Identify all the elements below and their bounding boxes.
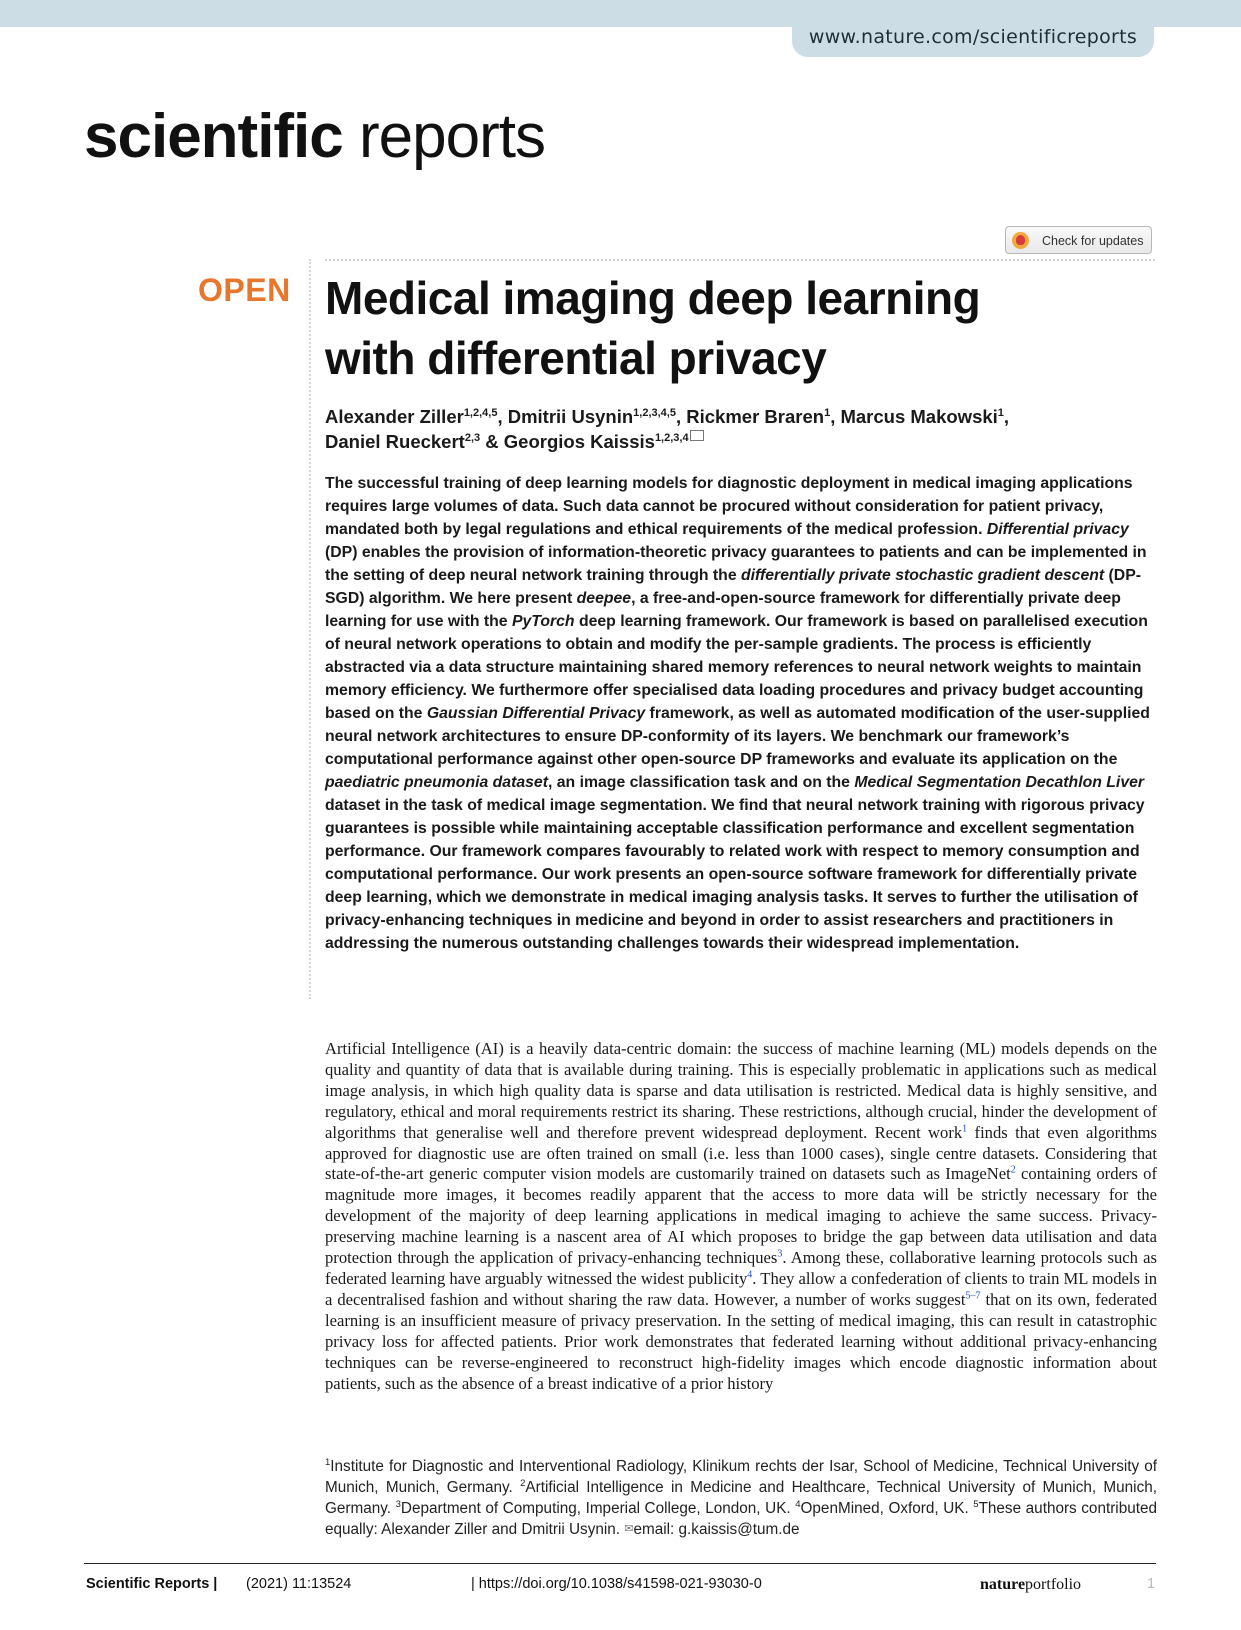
author-affiliation: 1 — [824, 406, 831, 419]
abstract-emphasis: Medical Segmentation Decathlon Liver — [854, 774, 1145, 791]
affiliation-text: These authors contributed equally: Alexander Ziller and Dmitrii Usynin. — [325, 1500, 1157, 1538]
body-ref[interactable]: 1 — [962, 1123, 968, 1135]
body-text: . They allow a confederation of clients to train ML models in a decentralised fashion and without sharing the raw data. However, a number of works suggest — [325, 1268, 1157, 1309]
abstract-text: (DP) enables the provision of information-theoretic privacy guarantees to patients and can be implemented in the setting of deep neural network training through the — [325, 544, 1147, 584]
abstract-text: (DP-SGD) algorithm. We here present — [325, 567, 1142, 607]
nature-portfolio-logo — [980, 1576, 1081, 1594]
affiliation-text: Institute for Diagnostic and Interventional Radiology, Klinikum rechts der Isar, School of Medicine, Technical University of Munich, Munich, Germany. — [325, 1458, 1157, 1496]
publisher-bold: nature — [980, 1576, 1026, 1593]
affiliations — [325, 1456, 1157, 1540]
body-ref[interactable]: 4 — [747, 1269, 753, 1281]
body-text: that on its own, federated learning is an insufficient measure of privacy preservation. In the setting of medical imaging, this can result in catastrophic privacy loss for affected patients. Prior work demonstrates that federated learning without additional privacy-enhancing techniques can be reverse-engineered to reconstruct high-fidelity images which encode diagnostic information about patients, such as the absence of a breast indicative of a prior history — [325, 1289, 1157, 1393]
affiliation-ref[interactable]: 5 — [973, 1498, 979, 1510]
abstract-emphasis: PyTorch — [511, 613, 575, 630]
author-affiliation: 1,2,4,5 — [463, 406, 498, 419]
abstract-text: deep learning framework. Our framework is based on parallelised execution of neural network operations to obtain and modify the per-sample gradients. The process is efficiently abstracted via a data structure maintaining shared memory references to neural network weights to maintain memory efficiency. We furthermore offer specialised data loading procedures and privacy budget accounting based on the — [325, 613, 1148, 722]
masthead-bold: scientific — [84, 102, 343, 171]
affiliation-ref[interactable]: 2 — [520, 1477, 526, 1489]
footer-divider — [84, 1563, 1156, 1564]
footer-journal: Scientific Reports | — [86, 1576, 218, 1592]
author-name[interactable]: Alexander Ziller — [325, 406, 464, 427]
author-affiliation: 1,2,3,4 — [654, 431, 689, 444]
author-list: Alexander Ziller$^{1,2,4,5}$, Dmitrii Usynin$^{1,2,3,4,5}$, Rickmer Braren$^1$, Marcus Makowski$^1$, Daniel Rueckert$^{2,3}$ & Georgios Kaissis$^{1,2,3,4}$ — [325, 406, 1010, 452]
masthead-regular: reports — [359, 102, 545, 171]
footer-citation: (2021) 11:13524 — [246, 1576, 352, 1592]
abstract-text: , a free-and-open-source framework for differentially private deep learning for use with the — [325, 590, 1121, 630]
abstract-emphasis: Differential privacy — [986, 521, 1129, 538]
header-divider — [325, 259, 1155, 261]
body-text: containing orders of magnitude more images, it becomes readily apparent that the access to more data will be strictly necessary for the development of the majority of deep learning applications in medical imaging to achieve the same success. Privacy-preserving machine learning is a nascent area of AI which proposes to bridge the gap between data utilisation and data protection through the application of privacy-enhancing techniques — [325, 1164, 1157, 1268]
page-number: 1 — [1147, 1576, 1156, 1592]
side-divider — [309, 259, 311, 999]
author-name[interactable]: Rickmer Braren — [686, 406, 825, 427]
abstract-emphasis: paediatric pneumonia dataset — [325, 774, 548, 791]
body-ref[interactable]: 2 — [1010, 1164, 1016, 1176]
journal-masthead[interactable] — [84, 100, 545, 174]
abstract-text: The successful training of deep learning models for diagnostic deployment in medical imaging applications requires large volumes of data. Such data cannot be procured without consideration for patient privacy, mandated both by legal regulations and ethical requirements of the medical profession. — [325, 475, 1133, 538]
author-name[interactable]: Georgios Kaissis — [503, 431, 655, 452]
affiliation-ref[interactable]: 4 — [795, 1498, 801, 1510]
publisher-regular: portfolio — [1025, 1576, 1082, 1593]
affiliation-ref[interactable]: 3 — [395, 1498, 401, 1510]
affiliation-text: OpenMined, Oxford, UK. — [800, 1500, 974, 1517]
abstract-text: dataset in the task of medical image segmentation. We find that neural network training with rigorous privacy guarantees is possible while maintaining acceptable classification performance and excellent segmentation performance. Our framework compares favourably to related work with respect to memory consumption and computational performance. Our work presents an open-source software framework for differentially private deep learning, which we demonstrate in medical imaging analysis tasks. It serves to further the utilisation of privacy-enhancing techniques in medicine and beyond in order to assist researchers and practitioners in addressing the numerous outstanding challenges towards their widespread implementation. — [325, 797, 1145, 952]
body-text: finds that even algorithms approved for diagnostic use are often trained on small (i.e. less than 1000 cases), single centre datasets. Considering that state-of-the-art generic computer vision models are customarily trained on datasets such as ImageNet — [325, 1122, 1158, 1184]
abstract-emphasis: deepee — [576, 590, 632, 607]
affiliation-text: Department of Computing, Imperial College, London, UK. — [400, 1500, 796, 1517]
body-ref[interactable]: 3 — [777, 1248, 783, 1260]
journal-url[interactable]: www.nature.com/scientificreports — [792, 17, 1154, 57]
introduction-text — [325, 1039, 1157, 1394]
title-line-2: with differential privacy — [325, 332, 827, 384]
author-affiliation: 1 — [997, 406, 1004, 419]
check-for-updates-label: Check for updates — [1042, 234, 1144, 248]
affiliation-ref[interactable]: 1 — [325, 1456, 331, 1468]
abstract-emphasis: differentially private stochastic gradient descent — [741, 567, 1105, 584]
abstract-emphasis: Gaussian Differential Privacy — [426, 705, 646, 722]
author-affiliation: 2,3 — [464, 431, 481, 444]
abstract — [325, 472, 1157, 955]
crossmark-icon — [1012, 232, 1029, 249]
body-ref[interactable]: 5–7 — [965, 1290, 981, 1302]
author-name[interactable]: Daniel Rueckert — [325, 431, 465, 452]
title-line-1: Medical imaging deep learning — [325, 272, 981, 324]
author-name[interactable]: Marcus Makowski — [840, 406, 998, 427]
envelope-icon[interactable] — [690, 430, 704, 441]
abstract-text: , an image classification task and on the — [547, 774, 855, 791]
article-title — [325, 268, 1155, 388]
body-text: . Among these, collaborative learning protocols such as federated learning have arguably witnessed the widest publicity — [325, 1248, 1157, 1288]
open-access-label: OPEN — [198, 272, 291, 308]
footer-doi[interactable]: | https://doi.org/10.1038/s41598-021-93030-0 — [471, 1576, 762, 1592]
affiliation-text: email: g.kaissis@tum.de — [633, 1521, 800, 1538]
affiliation-text: Artificial Intelligence in Medicine and Healthcare, Technical University of Munich, Munich, Germany. — [325, 1479, 1157, 1517]
author-name[interactable]: Dmitrii Usynin — [507, 406, 634, 427]
body-text: Artificial Intelligence (AI) is a heavily data-centric domain: the success of machine learning (ML) models depends on the quality and quantity of data that is available during training. This is especially problematic in applications such as medical image analysis, in which high quality data is sparse and data utilisation is restricted. Medical data is highly sensitive, and regulatory, ethical and moral requirements restrict its sharing. These restrictions, although crucial, hinder the development of algorithms that generalise well and therefore prevent widespread deployment. Recent work — [325, 1039, 1157, 1142]
abstract-text: framework, as well as automated modification of the user-supplied neural network architectures to ensure DP-conformity of its layers. We benchmark our framework’s computational performance against other open-source DP frameworks and evaluate its application on the — [325, 705, 1150, 768]
envelope-icon: ✉ — [624, 1523, 634, 1535]
check-for-updates-button[interactable] — [1005, 226, 1152, 254]
author-affiliation: 1,2,3,4,5 — [633, 406, 676, 419]
